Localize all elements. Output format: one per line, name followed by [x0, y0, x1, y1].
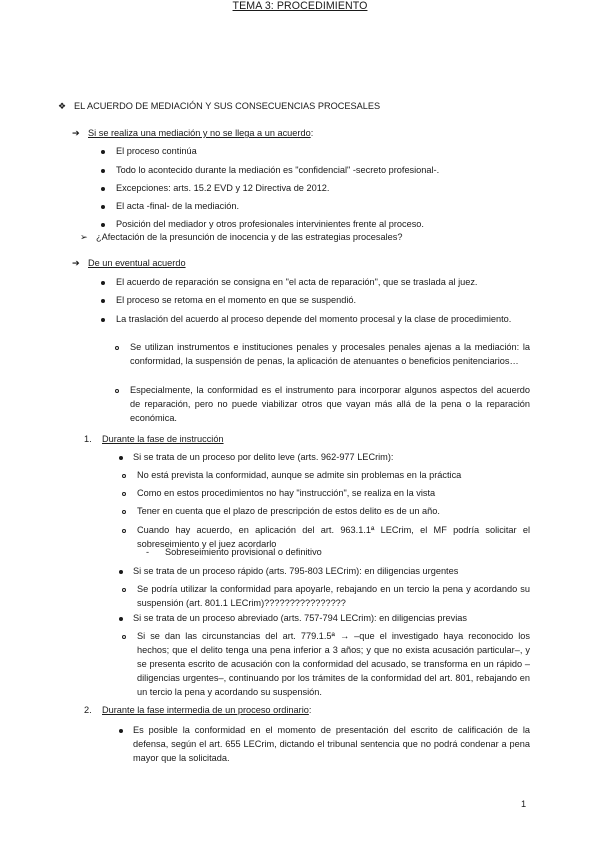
phase1-heading: Durante la fase de instrucción	[102, 434, 224, 444]
bullet-icon	[119, 456, 123, 460]
arrow-bullet-icon: ➔	[72, 128, 80, 138]
list-item: El proceso continúa	[116, 146, 197, 156]
circle-bullet-icon	[122, 529, 126, 533]
bullet-icon	[101, 281, 105, 285]
bullet-icon	[101, 187, 105, 191]
circle-bullet-icon	[115, 389, 119, 393]
bullet-icon	[101, 223, 105, 227]
circle-bullet-icon	[122, 492, 126, 496]
page-title: TEMA 3: PROCEDIMIENTO	[232, 0, 368, 12]
bullet-icon	[119, 617, 123, 621]
sub-list-item: Como en estos procedimientos no hay "instrucción", se realiza en la vista	[137, 488, 436, 498]
list-item: Todo lo acontecido durante la mediación es "confidencial" -secreto profesional-.	[116, 165, 440, 175]
list-item: Posición del mediador y otros profesionales intervinientes frente al proceso.	[116, 219, 424, 229]
phase-number: 2.	[84, 705, 92, 715]
page-number: 1	[521, 799, 527, 809]
sub-list-item: Se podría utilizar la conformidad para apoyarle, rebajando en un tercio la pena y acordando su suspensión (art. 801.1 LECrim)????????????????	[137, 584, 530, 608]
bullet-icon	[119, 729, 123, 733]
arrowhead-bullet-icon: ➢	[80, 232, 88, 242]
list-item: El proceso se retoma en el momento en que se suspendió.	[116, 295, 357, 305]
section-heading: EL ACUERDO DE MEDIACIÓN Y SUS CONSECUENCIAS PROCESALES	[74, 101, 381, 111]
circle-bullet-icon	[122, 635, 126, 639]
dash-list-item: Sobreseimiento provisional o definitivo	[165, 547, 322, 557]
bullet-icon	[101, 150, 105, 154]
list-item: Si se trata de un proceso por delito leve (arts. 962-977 LECrim):	[133, 452, 394, 462]
list-item: Es posible la conformidad en el momento de presentación del escrito de calificación de la defensa, según el art. 655 LECrim, dictando el tribunal sentencia que no podrá condenar a pena mayor que la solicitada.	[133, 725, 530, 763]
no-agreement-heading: Si se realiza una mediación y no se llega a un acuerdo:	[88, 128, 314, 138]
list-item: La traslación del acuerdo al proceso depende del momento procesal y la clase de procedimiento.	[116, 314, 512, 324]
circle-bullet-icon	[122, 474, 126, 478]
bullet-icon	[101, 299, 105, 303]
list-item: El acta -final- de la mediación.	[116, 201, 240, 211]
circle-bullet-icon	[122, 510, 126, 514]
sub-list-item: Si se dan las circunstancias del art. 779.1.5ª → –que el investigado haya reconocido los hechos; que el delito tenga una pena inferior a 3 años; y que no exista acusación particular–, y se presenta escrito de acusación con la conformidad del acusado, se transforma en un rápido –diligencias urgentes–, continuando por los trámites de la conformidad del art. 801, rebajando en un tercio la pena y acordando su suspensión.	[137, 631, 530, 697]
sub-list-item: Especialmente, la conformidad es el instrumento para incorporar algunos aspectos del acuerdo de reparación, pero no puede viabilizar otros que vayan más allá de la pena o la reparación económica.	[130, 385, 530, 423]
dash-bullet-icon: -	[146, 547, 150, 557]
phase-number: 1.	[84, 434, 92, 444]
sub-list-item: Tener en cuenta que el plazo de prescripción de estos delito es de un año.	[137, 506, 440, 516]
list-item: El acuerdo de reparación se consigna en "el acta de reparación", que se traslada al juez.	[116, 277, 478, 287]
question-text: ¿Afectación de la presunción de inocencia y de las estrategias procesales?	[96, 232, 403, 242]
sub-list-item: Cuando hay acuerdo, en aplicación del art. 963.1.1ª LECrim, el MF podría solicitar el sobreseimiento y el juez acordarlo	[137, 525, 530, 549]
diamond-bullet-icon: ❖	[58, 101, 67, 111]
bullet-icon	[101, 169, 105, 173]
circle-bullet-icon	[122, 588, 126, 592]
list-item: Si se trata de un proceso abreviado (arts. 757-794 LECrim): en diligencias previas	[133, 613, 467, 623]
bullet-icon	[101, 205, 105, 209]
agreement-heading: De un eventual acuerdo	[88, 258, 186, 268]
list-item: Si se trata de un proceso rápido (arts. 795-803 LECrim): en diligencias urgentes	[133, 566, 459, 576]
sub-list-item: Se utilizan instrumentos e instituciones penales y procesales penales ajenas a la mediación: la conformidad, la suspensión de penas, la aplicación de atenuantes o beneficios penitenciarios…	[130, 342, 530, 366]
sub-list-item: No está prevista la conformidad, aunque se admite sin problemas en la práctica	[137, 470, 462, 480]
bullet-icon	[119, 570, 123, 574]
circle-bullet-icon	[115, 346, 119, 350]
phase2-heading: Durante la fase intermedia de un proceso ordinario:	[102, 705, 312, 715]
list-item: Excepciones: arts. 15.2 EVD y 12 Directiva de 2012.	[116, 183, 330, 193]
arrow-bullet-icon: ➔	[72, 258, 80, 268]
bullet-icon	[101, 318, 105, 322]
